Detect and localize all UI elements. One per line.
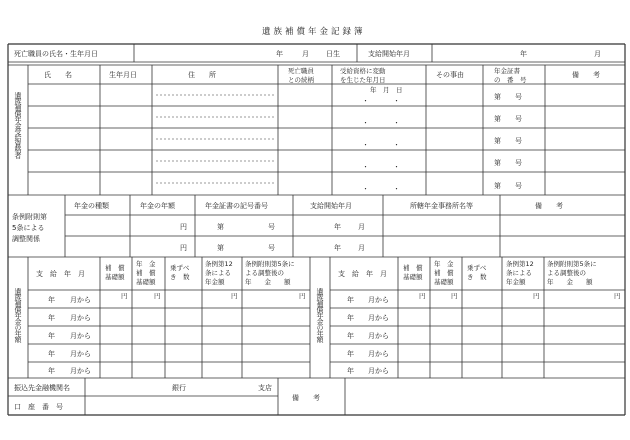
- col-base-2: 基礎額: [105, 273, 125, 281]
- adj-tsuki: 月: [358, 244, 365, 252]
- dot: ・: [362, 163, 369, 171]
- col-relation-2: との続柄: [288, 76, 314, 84]
- dot: ・: [362, 141, 369, 149]
- deceased-label: 死亡職員の氏名・生年月日: [14, 50, 98, 58]
- row-from: 月から: [70, 314, 91, 322]
- row-from: 月から: [70, 296, 91, 304]
- col-base-1: 補 償: [105, 264, 125, 272]
- annual-side-label-right: 遺族補償年金の年額: [316, 288, 324, 342]
- header-row: [8, 44, 625, 415]
- adj-nen: 年: [334, 244, 341, 252]
- yen-mark: 円: [533, 292, 540, 300]
- bank-suffix: 銀行: [172, 384, 186, 392]
- col-art12-3: 年金額: [205, 278, 225, 286]
- col-adj-3: 年 金 額: [547, 278, 593, 286]
- branch-suffix: 支店: [258, 384, 272, 392]
- bank-label: 振込先金融機関名: [14, 384, 70, 392]
- header-day-born: 日生: [326, 50, 340, 58]
- yen-mark: 円: [121, 292, 128, 300]
- dot: ・: [393, 119, 400, 127]
- cert-row: 第 号: [494, 137, 522, 145]
- adj-col-cert: 年金証書の記号番号: [205, 202, 268, 210]
- header-month2: 月: [594, 50, 601, 58]
- adj-nen: 年: [334, 223, 341, 231]
- row-year: 年: [347, 314, 354, 322]
- dot: ・: [362, 97, 369, 105]
- col-multiplier-1: 乗ずべ: [467, 264, 487, 272]
- col-address: 住 所: [188, 71, 216, 79]
- row-from: 月から: [368, 350, 389, 358]
- row-from: 月から: [70, 332, 91, 340]
- col-adj-2: よる調整後の: [547, 269, 586, 277]
- col-multiplier-2: き 数: [170, 273, 190, 281]
- col-change-2: を生じた年月日: [340, 76, 386, 84]
- dot: ・: [362, 119, 369, 127]
- row-from: 月から: [70, 367, 91, 375]
- adj-yen: 円: [180, 244, 187, 252]
- col-remarks: 備 考: [572, 71, 600, 79]
- col-period: 支 給 年 月: [36, 270, 85, 278]
- header-month: 月: [302, 50, 309, 58]
- payment-start-label: 支給開始年月: [368, 50, 410, 58]
- adj-col-start: 支給開始年月: [310, 202, 352, 210]
- adj-col-amount: 年金の年額: [140, 202, 175, 210]
- col-pension-base-3: 基礎額: [136, 278, 156, 286]
- row-year: 年: [347, 367, 354, 375]
- row-from: 月から: [368, 296, 389, 304]
- dot: ・: [393, 163, 400, 171]
- dot: ・: [362, 185, 369, 193]
- adj-tsuki: 月: [358, 223, 365, 231]
- dot: ・: [393, 185, 400, 193]
- col-pension-base-1: 年 金: [136, 260, 156, 268]
- row-year: 年: [48, 367, 55, 375]
- footer-remarks: 備 考: [292, 394, 320, 402]
- col-cert-1: 年金証書: [494, 67, 520, 75]
- form-title: 遺族補償年金記録簿: [262, 27, 366, 37]
- col-change-1: 受給資格に変動: [340, 67, 386, 75]
- adj-dai: 第: [217, 244, 224, 252]
- adjustment-section: [8, 195, 625, 257]
- col-pension-base-1: 年 金: [434, 260, 454, 268]
- yen-mark: 円: [451, 292, 458, 300]
- yen-mark: 円: [419, 292, 426, 300]
- col-multiplier-1: 乗ずべ: [170, 264, 190, 272]
- row-year: 年: [48, 332, 55, 340]
- adj-yen: 円: [180, 223, 187, 231]
- col-birth: 生年月日: [109, 71, 137, 79]
- change-ymd: 年 月 日: [370, 86, 403, 94]
- col-art12-1: 条例第12: [506, 260, 534, 268]
- row-from: 月から: [368, 314, 389, 322]
- col-adj-2: よる調整後の: [245, 269, 284, 277]
- col-base-1: 補 償: [403, 264, 423, 272]
- adj-col-type: 年金の種類: [74, 202, 109, 210]
- col-multiplier-2: き 数: [467, 273, 487, 281]
- col-cert-2: の 番 号: [494, 76, 527, 84]
- recipients-section: [8, 65, 625, 195]
- col-name: 氏 名: [44, 71, 72, 79]
- header-year: 年: [276, 50, 283, 58]
- col-pension-base-2: 補 償: [136, 269, 156, 277]
- row-from: 月から: [368, 332, 389, 340]
- annual-side-label-left: 遺族補償年金の年額: [14, 288, 22, 342]
- cert-row: 第 号: [494, 93, 522, 101]
- adj-side-3: 調整関係: [12, 235, 40, 243]
- yen-mark: 円: [231, 292, 238, 300]
- annual-section: [8, 257, 625, 378]
- col-reason: その事由: [436, 71, 464, 79]
- row-from: 月から: [70, 350, 91, 358]
- row-from: 月から: [368, 367, 389, 375]
- col-art12-2: 条による: [506, 269, 532, 277]
- yen-mark: 円: [614, 292, 621, 300]
- yen-mark: 円: [154, 292, 161, 300]
- dot: ・: [393, 141, 400, 149]
- adj-col-remarks: 備 考: [535, 202, 563, 210]
- col-art12-3: 年金額: [506, 278, 526, 286]
- col-base-2: 基礎額: [403, 273, 423, 281]
- row-year: 年: [48, 296, 55, 304]
- adj-go: 号: [268, 244, 275, 252]
- col-adj-1: 条例附則第5条に: [245, 260, 295, 268]
- col-period: 支 給 年 月: [338, 270, 387, 278]
- row-year: 年: [347, 350, 354, 358]
- col-relation-1: 死亡職員: [288, 67, 314, 75]
- col-art12-1: 条例第12: [205, 260, 233, 268]
- cert-row: 第 号: [494, 115, 522, 123]
- col-pension-base-2: 補 償: [434, 269, 454, 277]
- col-pension-base-3: 基礎額: [434, 278, 454, 286]
- header-year2: 年: [520, 50, 527, 58]
- row-year: 年: [48, 314, 55, 322]
- dot: ・: [393, 97, 400, 105]
- recipients-side-label: 遺族補償年金受給資格者: [14, 92, 22, 158]
- footer-section: [8, 378, 625, 415]
- adj-side-2: 5条による: [12, 224, 45, 232]
- adj-dai: 第: [217, 223, 224, 231]
- col-adj-3: 年 金 額: [245, 278, 291, 286]
- col-art12-2: 条による: [205, 269, 231, 277]
- adj-go: 号: [268, 223, 275, 231]
- cert-row: 第 号: [494, 182, 522, 190]
- adj-col-office: 所轄年金事務所名等: [410, 202, 473, 210]
- row-year: 年: [347, 296, 354, 304]
- row-year: 年: [347, 332, 354, 340]
- cert-row: 第 号: [494, 159, 522, 167]
- account-label: 口 座 番 号: [14, 403, 63, 411]
- row-year: 年: [48, 350, 55, 358]
- adj-side-1: 条例附則第: [12, 213, 47, 221]
- col-adj-1: 条例附則第5条に: [547, 260, 597, 268]
- yen-mark: 円: [299, 292, 306, 300]
